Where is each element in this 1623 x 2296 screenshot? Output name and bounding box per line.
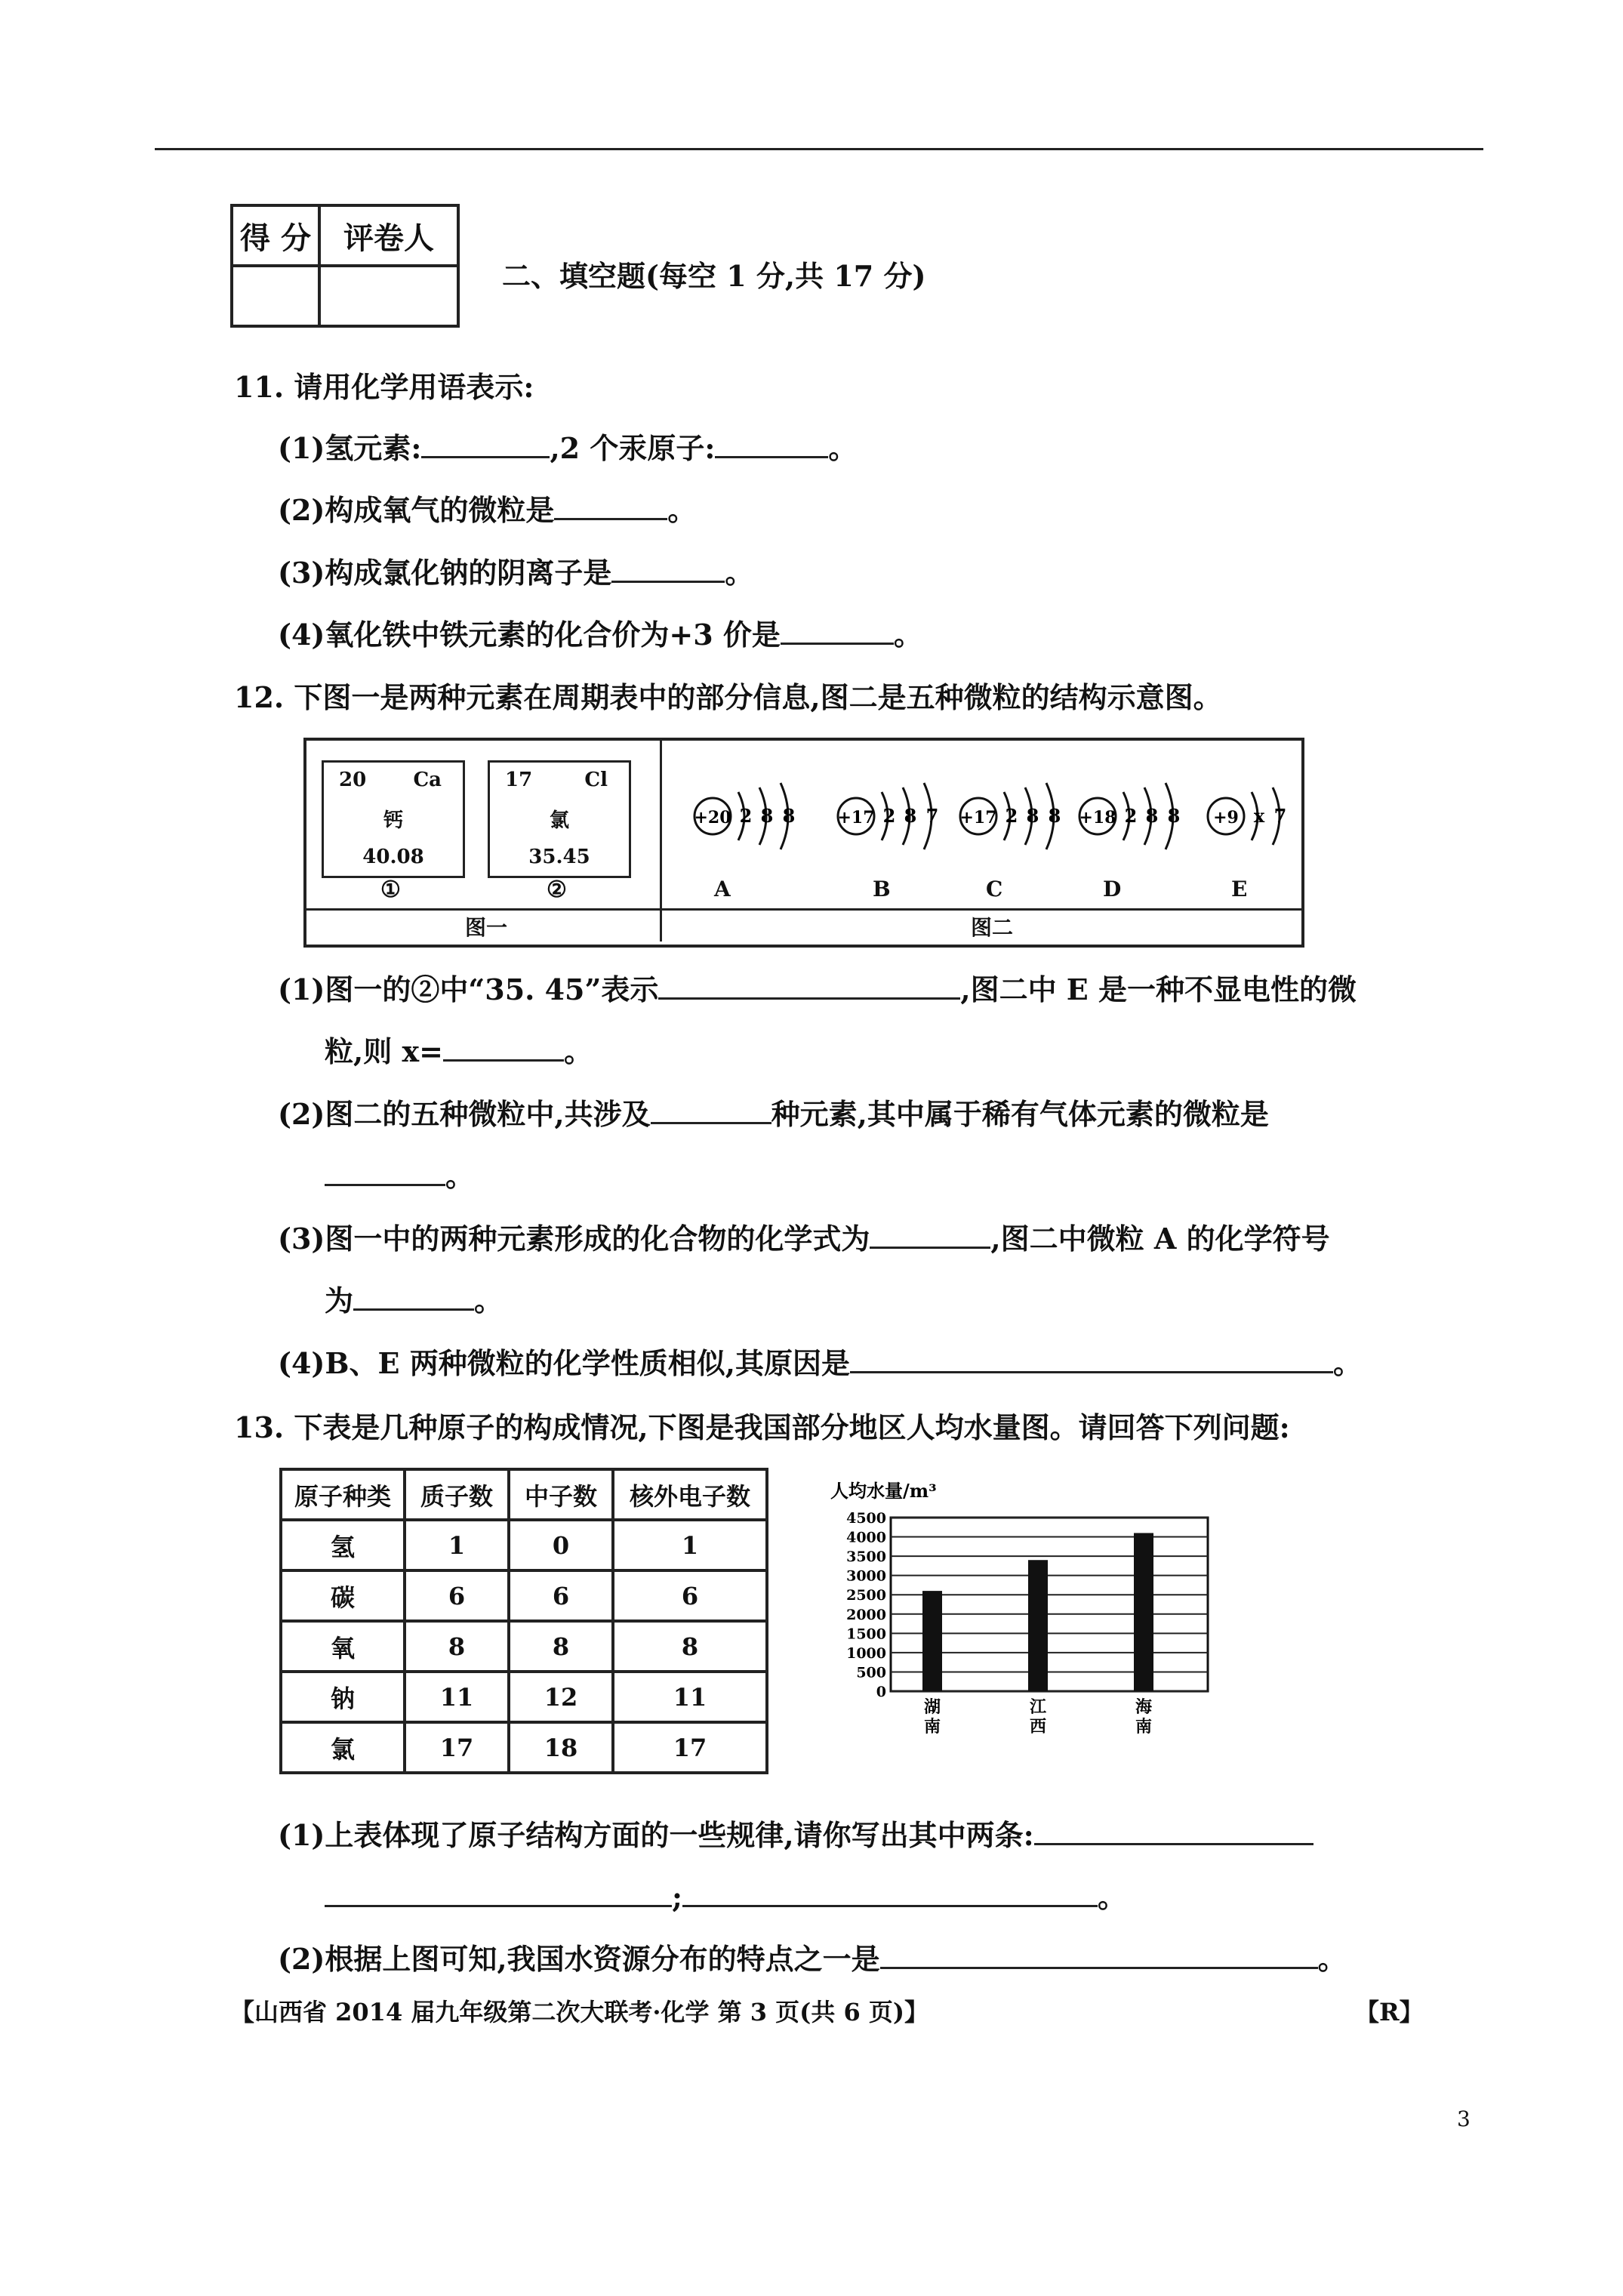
nucleus-label: +17: [837, 808, 875, 827]
table-row: [281, 1672, 767, 1722]
shell-count: 2: [739, 805, 753, 827]
card-mark-2: ②: [547, 877, 567, 903]
table-cell: 8: [613, 1621, 767, 1672]
answer-blank[interactable]: [325, 1875, 672, 1907]
section-title: 二、填空题(每空 1 分,共 17 分): [502, 259, 926, 293]
chart-y-tick-label: 4000: [846, 1529, 886, 1546]
table-cell: 17: [405, 1722, 509, 1773]
q12-stem: 12. 下图一是两种元素在周期表中的部分信息,图二是五种微粒的结构示意图。: [234, 680, 1222, 714]
q12-sub4: (4)B、E 两种微粒的化学性质相似,其原因是 。: [278, 1340, 1362, 1382]
figure-caption-rule: [306, 908, 1301, 911]
chart-bar: [1134, 1533, 1153, 1691]
q12-sub1-line2: 粒,则 x= 。: [325, 1028, 593, 1070]
q12-sub2-line2: 。: [325, 1153, 474, 1194]
table-row: [281, 1520, 767, 1570]
atom-diagram-d: [1076, 771, 1190, 861]
atom-composition-table: [279, 1468, 768, 1774]
q12-sub1-line1: (1)图一的②中“35. 45”表示 ,图二中 E 是一种不显电性的微: [278, 966, 1357, 1008]
table-cell: 8: [509, 1621, 613, 1672]
answer-blank[interactable]: [850, 1341, 1333, 1373]
atom-label-a: A: [714, 877, 731, 901]
atom-label-c: C: [986, 877, 1003, 901]
answer-blank[interactable]: [325, 1154, 445, 1186]
q11-stem: 11. 请用化学用语表示:: [234, 370, 534, 404]
element-card-calcium: 20 Ca 钙 40.08: [322, 760, 465, 878]
q13-stem: 13. 下表是几种原子的构成情况,下图是我国部分地区人均水量图。请回答下列问题:: [234, 1410, 1290, 1444]
table-cell: 12: [509, 1672, 613, 1722]
q11-part2: (2)构成氧气的微粒是 。: [278, 487, 696, 529]
shell-count: x: [1253, 805, 1265, 827]
answer-blank[interactable]: [781, 612, 894, 645]
score-box: [230, 204, 460, 328]
element-card-chlorine: 17 Cl 氯 35.45: [488, 760, 631, 878]
shell-count: 7: [1273, 805, 1287, 827]
table-cell: 18: [509, 1722, 613, 1773]
answer-blank[interactable]: [443, 1029, 564, 1062]
table-cell: 17: [613, 1722, 767, 1773]
table-header-row: [281, 1469, 767, 1520]
shell-count: 8: [782, 805, 796, 827]
nucleus-label: +18: [1079, 808, 1116, 827]
q11-part1: (1)氢元素: ,2 个汞原子: 。: [278, 425, 857, 467]
grader-label: 评卷人: [319, 205, 458, 266]
table-cell: 0: [509, 1520, 613, 1570]
chart-category-label: 海南: [1135, 1697, 1153, 1737]
shell-count: 8: [1048, 805, 1061, 827]
table-cell: 11: [405, 1672, 509, 1722]
shell-count: 8: [1167, 805, 1181, 827]
column-header: 质子数: [405, 1469, 509, 1520]
figure-divider: [660, 741, 662, 942]
answer-blank[interactable]: [651, 1092, 771, 1124]
atom-diagram-e: [1205, 771, 1295, 861]
shell-count: 2: [882, 805, 896, 827]
shell-count: 8: [1145, 805, 1159, 827]
chart-y-tick-label: 3000: [846, 1567, 886, 1585]
chart-y-tick-label: 1000: [846, 1644, 886, 1662]
q12-figure: [303, 738, 1304, 948]
table-cell: 1: [405, 1520, 509, 1570]
chart-bar: [1028, 1560, 1048, 1691]
q12-sub3-line2: 为 。: [325, 1277, 503, 1319]
page-footer: 【山西省 2014 届九年级第二次大联考·化学 第 3 页(共 6 页)】: [230, 1998, 929, 2026]
table-cell: 氢: [281, 1520, 405, 1570]
table-cell: 6: [405, 1570, 509, 1621]
table-cell: 6: [509, 1570, 613, 1621]
answer-blank[interactable]: [611, 550, 725, 583]
table-cell: 11: [613, 1672, 767, 1722]
card-mark-1: ①: [380, 877, 401, 903]
atom-diagram-c: [957, 771, 1070, 861]
chart-categories: [924, 1697, 1153, 1737]
nucleus-label: +20: [694, 808, 731, 827]
table-cell: 1: [613, 1520, 767, 1570]
nucleus-label: +17: [959, 808, 997, 827]
atom-diagram-a: [691, 771, 805, 861]
q13-sub2: (2)根据上图可知,我国水资源分布的特点之一是 。: [278, 1936, 1347, 1977]
table-cell: 碳: [281, 1570, 405, 1621]
figure-two-caption: 图二: [971, 915, 1014, 940]
answer-blank[interactable]: [353, 1278, 474, 1311]
chart-y-tick-label: 500: [856, 1664, 886, 1681]
table-row: [281, 1570, 767, 1621]
atom-diagram-b: [835, 771, 948, 861]
answer-blank[interactable]: [682, 1875, 1098, 1907]
q13-sub1-line2: ; 。: [325, 1874, 1126, 1915]
score-cell[interactable]: [232, 266, 319, 326]
answer-blank[interactable]: [880, 1937, 1318, 1969]
q11-part4: (4)氧化铁中铁元素的化合价为+3 价是 。: [278, 612, 922, 653]
table-cell: 6: [613, 1570, 767, 1621]
chart-bar: [922, 1591, 942, 1691]
q11-part3: (3)构成氯化钠的阴离子是 。: [278, 550, 753, 591]
chart-y-ticks: [846, 1510, 886, 1700]
table-row: [281, 1722, 767, 1773]
answer-blank[interactable]: [658, 967, 960, 1000]
shell-count: 8: [904, 805, 917, 827]
shell-count: 2: [1124, 805, 1138, 827]
chart-category-label: 江西: [1029, 1697, 1047, 1737]
chart-y-tick-label: 1500: [846, 1626, 886, 1643]
column-header: 原子种类: [281, 1469, 405, 1520]
chart-y-tick-label: 3500: [846, 1549, 886, 1566]
q13-sub1-line1: (1)上表体现了原子结构方面的一些规律,请你写出其中两条:: [278, 1812, 1313, 1854]
chart-y-tick-label: 2500: [846, 1587, 886, 1604]
table-row: [281, 1621, 767, 1672]
q12-sub3-line1: (3)图一中的两种元素形成的化合物的化学式为 ,图二中微粒 A 的化学符号: [278, 1216, 1330, 1257]
answer-blank[interactable]: [1034, 1813, 1313, 1845]
shell-count: 2: [1005, 805, 1018, 827]
answer-blank[interactable]: [554, 488, 667, 520]
q12-sub2-line1: (2)图二的五种微粒中,共涉及 种元素,其中属于稀有气体元素的微粒是: [278, 1091, 1269, 1133]
page-number: 3: [1457, 2106, 1471, 2131]
page-footer-code: 【R】: [1355, 1998, 1424, 2026]
water-per-capita-chart: [823, 1476, 1246, 1763]
atom-label-b: B: [873, 877, 891, 901]
chart-y-tick-label: 4500: [846, 1510, 886, 1527]
top-rule: [155, 148, 1483, 150]
atom-label-d: D: [1103, 877, 1122, 901]
answer-blank[interactable]: [421, 426, 550, 458]
chart-y-tick-label: 0: [876, 1684, 886, 1700]
chart-category-label: 湖南: [923, 1697, 941, 1737]
nucleus-label: +9: [1213, 808, 1239, 827]
table-cell: 氯: [281, 1722, 405, 1773]
shell-count: 7: [925, 805, 939, 827]
chart-y-axis-label: 人均水量/m³: [830, 1480, 937, 1502]
column-header: 中子数: [509, 1469, 613, 1520]
shell-count: 8: [1026, 805, 1039, 827]
shell-count: 8: [760, 805, 774, 827]
table-cell: 氧: [281, 1621, 405, 1672]
table-cell: 钠: [281, 1672, 405, 1722]
chart-y-tick-label: 2000: [846, 1606, 886, 1623]
answer-blank[interactable]: [870, 1216, 990, 1249]
answer-blank[interactable]: [715, 426, 828, 458]
table-cell: 8: [405, 1621, 509, 1672]
figure-one-caption: 图一: [465, 915, 508, 940]
column-header: 核外电子数: [613, 1469, 767, 1520]
atom-label-e: E: [1231, 877, 1248, 901]
grader-cell[interactable]: [319, 266, 458, 326]
score-label: 得 分: [232, 205, 319, 266]
